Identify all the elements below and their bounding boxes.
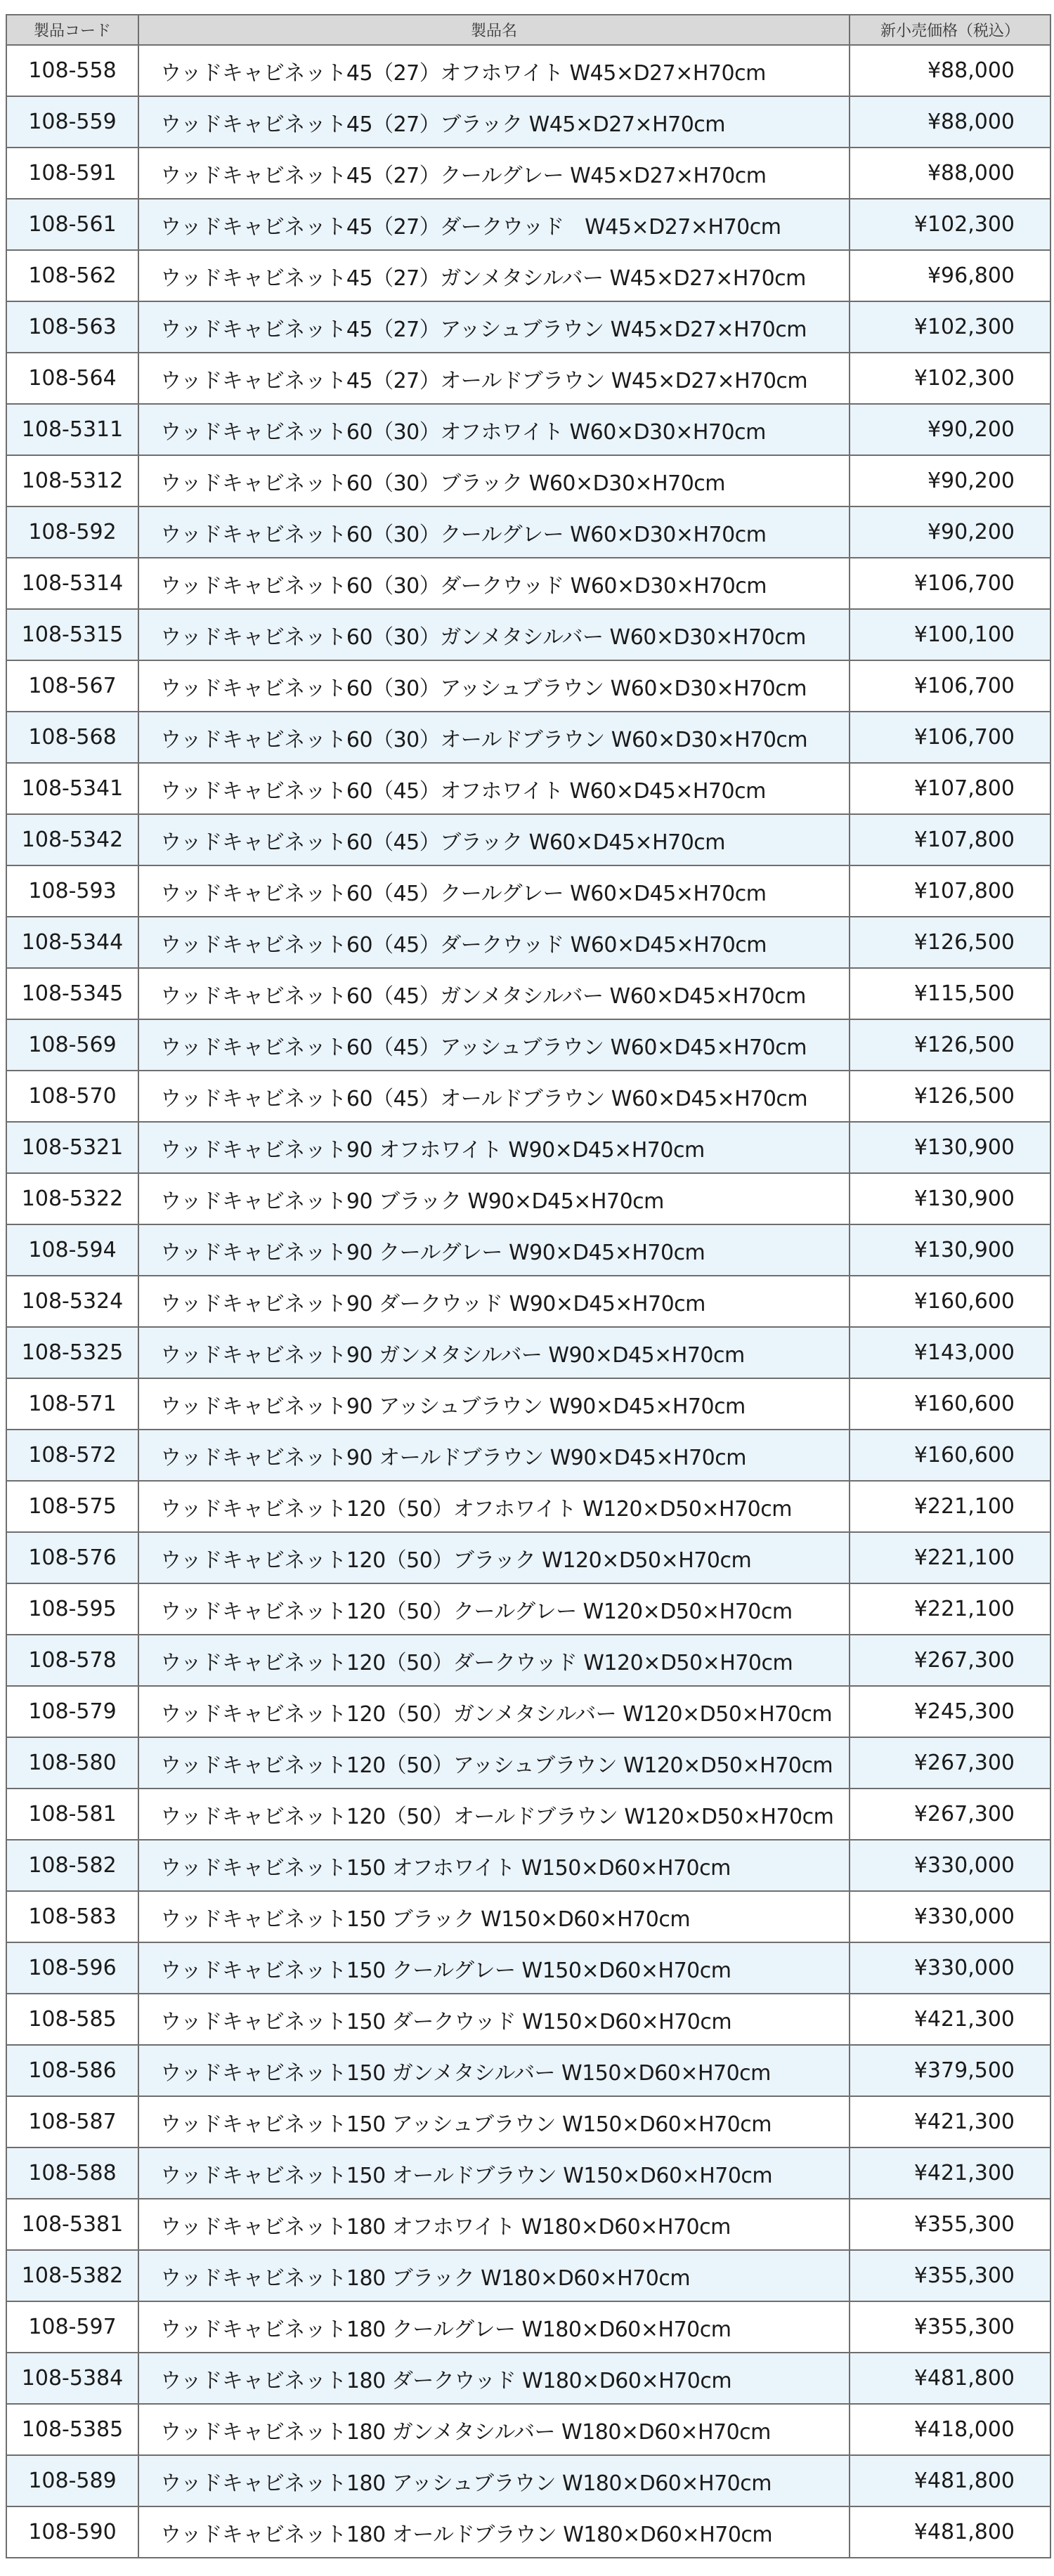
table-row — [6, 917, 1050, 968]
product-code-cell: 108-558 — [6, 45, 138, 96]
product-code-cell: 108-5312 — [6, 455, 138, 506]
retail-price-cell: ¥160,600 — [850, 1378, 1050, 1430]
product-name-cell: ウッドキャビネット150 アッシュブラウン W150×D60×H70cm — [138, 2096, 850, 2147]
product-name-cell: ウッドキャビネット60（30）アッシュブラウン W60×D30×H70cm — [138, 660, 850, 712]
table-row — [6, 1942, 1050, 1994]
product-code-cell: 108-571 — [6, 1378, 138, 1430]
retail-price-cell: ¥126,500 — [850, 1019, 1050, 1071]
product-code-cell: 108-5321 — [6, 1122, 138, 1173]
product-code-cell: 108-5345 — [6, 968, 138, 1019]
product-name-cell: ウッドキャビネット60（45）オールドブラウン W60×D45×H70cm — [138, 1071, 850, 1122]
product-code-cell: 108-587 — [6, 2096, 138, 2147]
product-code-cell: 108-563 — [6, 301, 138, 353]
product-code-cell: 108-592 — [6, 506, 138, 558]
product-name-cell: ウッドキャビネット60（45）ガンメタシルバー W60×D45×H70cm — [138, 968, 850, 1019]
retail-price-cell: ¥245,300 — [850, 1686, 1050, 1737]
retail-price-cell: ¥421,300 — [850, 1994, 1050, 2045]
product-code-cell: 108-594 — [6, 1224, 138, 1276]
product-name-cell: ウッドキャビネット45（27）オフホワイト W45×D27×H70cm — [138, 45, 850, 96]
product-code-cell: 108-5384 — [6, 2353, 138, 2404]
retail-price-cell: ¥130,900 — [850, 1224, 1050, 1276]
product-name-cell: ウッドキャビネット60（45）オフホワイト W60×D45×H70cm — [138, 763, 850, 814]
retail-price-cell: ¥130,900 — [850, 1122, 1050, 1173]
product-name-cell: ウッドキャビネット180 オールドブラウン W180×D60×H70cm — [138, 2506, 850, 2558]
retail-price-cell: ¥221,100 — [850, 1583, 1050, 1635]
retail-price-cell: ¥379,500 — [850, 2045, 1050, 2096]
product-name-cell: ウッドキャビネット90 オフホワイト W90×D45×H70cm — [138, 1122, 850, 1173]
product-name-cell: ウッドキャビネット60（30）オフホワイト W60×D30×H70cm — [138, 404, 850, 455]
retail-price-cell: ¥481,800 — [850, 2506, 1050, 2558]
product-code-cell: 108-579 — [6, 1686, 138, 1737]
retail-price-cell: ¥330,000 — [850, 1840, 1050, 1891]
retail-price-cell: ¥355,300 — [850, 2250, 1050, 2301]
product-code-cell: 108-5315 — [6, 609, 138, 660]
product-code-cell: 108-567 — [6, 660, 138, 712]
retail-price-cell: ¥221,100 — [850, 1532, 1050, 1583]
product-name-cell: ウッドキャビネット150 ガンメタシルバー W150×D60×H70cm — [138, 2045, 850, 2096]
product-name-cell: ウッドキャビネット120（50）アッシュブラウン W120×D50×H70cm — [138, 1737, 850, 1789]
product-code-cell: 108-597 — [6, 2301, 138, 2353]
table-row — [6, 2455, 1050, 2506]
retail-price-cell: ¥102,300 — [850, 199, 1050, 250]
product-name-cell: ウッドキャビネット90 ブラック W90×D45×H70cm — [138, 1173, 850, 1224]
product-name-cell: ウッドキャビネット45（27）ブラック W45×D27×H70cm — [138, 96, 850, 148]
product-name-cell: ウッドキャビネット60（30）ダークウッド W60×D30×H70cm — [138, 558, 850, 609]
retail-price-cell: ¥107,800 — [850, 814, 1050, 865]
table-row — [6, 968, 1050, 1019]
retail-price-cell: ¥88,000 — [850, 96, 1050, 148]
retail-price-cell: ¥126,500 — [850, 917, 1050, 968]
retail-price-cell: ¥421,300 — [850, 2147, 1050, 2199]
table-row — [6, 1173, 1050, 1224]
table-row — [6, 1686, 1050, 1737]
retail-price-cell: ¥96,800 — [850, 250, 1050, 301]
product-code-cell: 108-5342 — [6, 814, 138, 865]
table-row — [6, 1071, 1050, 1122]
product-name-cell: ウッドキャビネット45（27）ガンメタシルバー W45×D27×H70cm — [138, 250, 850, 301]
product-name-cell: ウッドキャビネット150 クールグレー W150×D60×H70cm — [138, 1942, 850, 1994]
product-code-cell: 108-586 — [6, 2045, 138, 2096]
product-name-cell: ウッドキャビネット180 ガンメタシルバー W180×D60×H70cm — [138, 2404, 850, 2455]
product-name-cell: ウッドキャビネット60（45）ダークウッド W60×D45×H70cm — [138, 917, 850, 968]
retail-price-cell: ¥88,000 — [850, 45, 1050, 96]
table-row — [6, 2096, 1050, 2147]
retail-price-cell: ¥115,500 — [850, 968, 1050, 1019]
retail-price-cell: ¥355,300 — [850, 2301, 1050, 2353]
retail-price-cell: ¥126,500 — [850, 1071, 1050, 1122]
retail-price-cell: ¥267,300 — [850, 1737, 1050, 1789]
product-code-cell: 108-572 — [6, 1430, 138, 1481]
product-code-cell: 108-581 — [6, 1789, 138, 1840]
retail-price-cell: ¥107,800 — [850, 865, 1050, 917]
product-code-cell: 108-593 — [6, 865, 138, 917]
retail-price-cell: ¥90,200 — [850, 455, 1050, 506]
table-row — [6, 2353, 1050, 2404]
table-row — [6, 1019, 1050, 1071]
product-name-cell: ウッドキャビネット90 クールグレー W90×D45×H70cm — [138, 1224, 850, 1276]
table-row — [6, 506, 1050, 558]
product-code-cell: 108-5325 — [6, 1327, 138, 1378]
table-body — [6, 45, 1050, 2558]
product-name-cell: ウッドキャビネット45（27）アッシュブラウン W45×D27×H70cm — [138, 301, 850, 353]
product-name-cell: ウッドキャビネット90 オールドブラウン W90×D45×H70cm — [138, 1430, 850, 1481]
table-row — [6, 1789, 1050, 1840]
product-name-cell: ウッドキャビネット120（50）ブラック W120×D50×H70cm — [138, 1532, 850, 1583]
table-row — [6, 1378, 1050, 1430]
product-name-cell: ウッドキャビネット60（30）クールグレー W60×D30×H70cm — [138, 506, 850, 558]
retail-price-cell: ¥90,200 — [850, 404, 1050, 455]
table-row — [6, 865, 1050, 917]
product-code-cell: 108-5344 — [6, 917, 138, 968]
product-code-cell: 108-5385 — [6, 2404, 138, 2455]
table-header — [6, 15, 1050, 45]
table-row — [6, 1994, 1050, 2045]
table-row — [6, 2045, 1050, 2096]
table-row — [6, 712, 1050, 763]
retail-price-cell: ¥107,800 — [850, 763, 1050, 814]
product-name-cell: ウッドキャビネット120（50）オールドブラウン W120×D50×H70cm — [138, 1789, 850, 1840]
product-name-cell: ウッドキャビネット90 ガンメタシルバー W90×D45×H70cm — [138, 1327, 850, 1378]
retail-price-cell: ¥106,700 — [850, 712, 1050, 763]
product-name-cell: ウッドキャビネット150 ダークウッド W150×D60×H70cm — [138, 1994, 850, 2045]
product-code-cell: 108-5314 — [6, 558, 138, 609]
product-code-cell: 108-583 — [6, 1891, 138, 1942]
retail-price-cell: ¥130,900 — [850, 1173, 1050, 1224]
product-name-cell: ウッドキャビネット150 ブラック W150×D60×H70cm — [138, 1891, 850, 1942]
retail-price-cell: ¥418,000 — [850, 2404, 1050, 2455]
table-row — [6, 404, 1050, 455]
product-name-cell: ウッドキャビネット180 アッシュブラウン W180×D60×H70cm — [138, 2455, 850, 2506]
product-code-cell: 108-5382 — [6, 2250, 138, 2301]
product-code-cell: 108-588 — [6, 2147, 138, 2199]
table-row — [6, 455, 1050, 506]
table-row — [6, 250, 1050, 301]
table-row — [6, 148, 1050, 199]
retail-price-cell: ¥355,300 — [850, 2199, 1050, 2250]
product-name-cell: ウッドキャビネット60（30）オールドブラウン W60×D30×H70cm — [138, 712, 850, 763]
product-name-cell: ウッドキャビネット60（45）アッシュブラウン W60×D45×H70cm — [138, 1019, 850, 1071]
header-row — [6, 15, 1050, 45]
table-row — [6, 1583, 1050, 1635]
product-name-cell: ウッドキャビネット180 オフホワイト W180×D60×H70cm — [138, 2199, 850, 2250]
product-name-cell: ウッドキャビネット180 ブラック W180×D60×H70cm — [138, 2250, 850, 2301]
retail-price-cell: ¥88,000 — [850, 148, 1050, 199]
table-row — [6, 1122, 1050, 1173]
product-code-cell: 108-580 — [6, 1737, 138, 1789]
retail-price-cell: ¥160,600 — [850, 1276, 1050, 1327]
product-code-cell: 108-5322 — [6, 1173, 138, 1224]
product-code-cell: 108-589 — [6, 2455, 138, 2506]
product-code-cell: 108-5381 — [6, 2199, 138, 2250]
table-row — [6, 2199, 1050, 2250]
product-code-cell: 108-5341 — [6, 763, 138, 814]
product-name-cell: ウッドキャビネット150 オフホワイト W150×D60×H70cm — [138, 1840, 850, 1891]
retail-price-cell: ¥160,600 — [850, 1430, 1050, 1481]
product-name-cell: ウッドキャビネット120（50）ガンメタシルバー W120×D50×H70cm — [138, 1686, 850, 1737]
product-code-cell: 108-561 — [6, 199, 138, 250]
product-code-cell: 108-596 — [6, 1942, 138, 1994]
table-row — [6, 2404, 1050, 2455]
product-code-cell: 108-575 — [6, 1481, 138, 1532]
retail-price-cell: ¥221,100 — [850, 1481, 1050, 1532]
product-name-cell: ウッドキャビネット120（50）クールグレー W120×D50×H70cm — [138, 1583, 850, 1635]
header-product-name: 製品名 — [138, 15, 850, 45]
product-name-cell: ウッドキャビネット90 ダークウッド W90×D45×H70cm — [138, 1276, 850, 1327]
table-row — [6, 301, 1050, 353]
retail-price-cell: ¥267,300 — [850, 1635, 1050, 1686]
table-row — [6, 2506, 1050, 2558]
product-code-cell: 108-595 — [6, 1583, 138, 1635]
table-row — [6, 558, 1050, 609]
product-code-cell: 108-564 — [6, 353, 138, 404]
header-retail-price: 新小売価格（税込） — [850, 15, 1050, 45]
retail-price-cell: ¥330,000 — [850, 1891, 1050, 1942]
retail-price-cell: ¥330,000 — [850, 1942, 1050, 1994]
table-row — [6, 1276, 1050, 1327]
retail-price-cell: ¥100,100 — [850, 609, 1050, 660]
product-name-cell: ウッドキャビネット120（50）ダークウッド W120×D50×H70cm — [138, 1635, 850, 1686]
product-name-cell: ウッドキャビネット180 ダークウッド W180×D60×H70cm — [138, 2353, 850, 2404]
product-name-cell: ウッドキャビネット180 クールグレー W180×D60×H70cm — [138, 2301, 850, 2353]
table-row — [6, 1327, 1050, 1378]
product-name-cell: ウッドキャビネット90 アッシュブラウン W90×D45×H70cm — [138, 1378, 850, 1430]
product-code-cell: 108-562 — [6, 250, 138, 301]
product-code-cell: 108-5311 — [6, 404, 138, 455]
product-name-cell: ウッドキャビネット150 オールドブラウン W150×D60×H70cm — [138, 2147, 850, 2199]
product-name-cell: ウッドキャビネット120（50）オフホワイト W120×D50×H70cm — [138, 1481, 850, 1532]
table-row — [6, 2301, 1050, 2353]
product-code-cell: 108-559 — [6, 96, 138, 148]
product-name-cell: ウッドキャビネット45（27）オールドブラウン W45×D27×H70cm — [138, 353, 850, 404]
price-table — [6, 14, 1051, 2558]
retail-price-cell: ¥421,300 — [850, 2096, 1050, 2147]
retail-price-cell: ¥102,300 — [850, 353, 1050, 404]
product-name-cell: ウッドキャビネット45（27）クールグレー W45×D27×H70cm — [138, 148, 850, 199]
retail-price-cell: ¥106,700 — [850, 558, 1050, 609]
table-row — [6, 1737, 1050, 1789]
product-code-cell: 108-5324 — [6, 1276, 138, 1327]
table-row — [6, 1532, 1050, 1583]
table-row — [6, 199, 1050, 250]
product-name-cell: ウッドキャビネット60（45）クールグレー W60×D45×H70cm — [138, 865, 850, 917]
product-name-cell: ウッドキャビネット60（45）ブラック W60×D45×H70cm — [138, 814, 850, 865]
retail-price-cell: ¥481,800 — [850, 2455, 1050, 2506]
product-name-cell: ウッドキャビネット45（27）ダークウッド W45×D27×H70cm — [138, 199, 850, 250]
retail-price-cell: ¥90,200 — [850, 506, 1050, 558]
product-code-cell: 108-582 — [6, 1840, 138, 1891]
retail-price-cell: ¥267,300 — [850, 1789, 1050, 1840]
table-row — [6, 1635, 1050, 1686]
table-row — [6, 45, 1050, 96]
retail-price-cell: ¥143,000 — [850, 1327, 1050, 1378]
product-code-cell: 108-568 — [6, 712, 138, 763]
product-code-cell: 108-569 — [6, 1019, 138, 1071]
retail-price-cell: ¥102,300 — [850, 301, 1050, 353]
product-code-cell: 108-585 — [6, 1994, 138, 2045]
table-row — [6, 660, 1050, 712]
product-code-cell: 108-570 — [6, 1071, 138, 1122]
table-row — [6, 763, 1050, 814]
product-code-cell: 108-590 — [6, 2506, 138, 2558]
table-row — [6, 609, 1050, 660]
product-code-cell: 108-591 — [6, 148, 138, 199]
retail-price-cell: ¥106,700 — [850, 660, 1050, 712]
table-row — [6, 1224, 1050, 1276]
table-row — [6, 2250, 1050, 2301]
table-row — [6, 96, 1050, 148]
product-code-cell: 108-576 — [6, 1532, 138, 1583]
table-row — [6, 1481, 1050, 1532]
table-row — [6, 1840, 1050, 1891]
table-row — [6, 2147, 1050, 2199]
retail-price-cell: ¥481,800 — [850, 2353, 1050, 2404]
table-row — [6, 814, 1050, 865]
table-row — [6, 1430, 1050, 1481]
product-name-cell: ウッドキャビネット60（30）ブラック W60×D30×H70cm — [138, 455, 850, 506]
table-row — [6, 1891, 1050, 1942]
product-name-cell: ウッドキャビネット60（30）ガンメタシルバー W60×D30×H70cm — [138, 609, 850, 660]
table-row — [6, 353, 1050, 404]
product-code-cell: 108-578 — [6, 1635, 138, 1686]
header-product-code: 製品コード — [6, 15, 138, 45]
